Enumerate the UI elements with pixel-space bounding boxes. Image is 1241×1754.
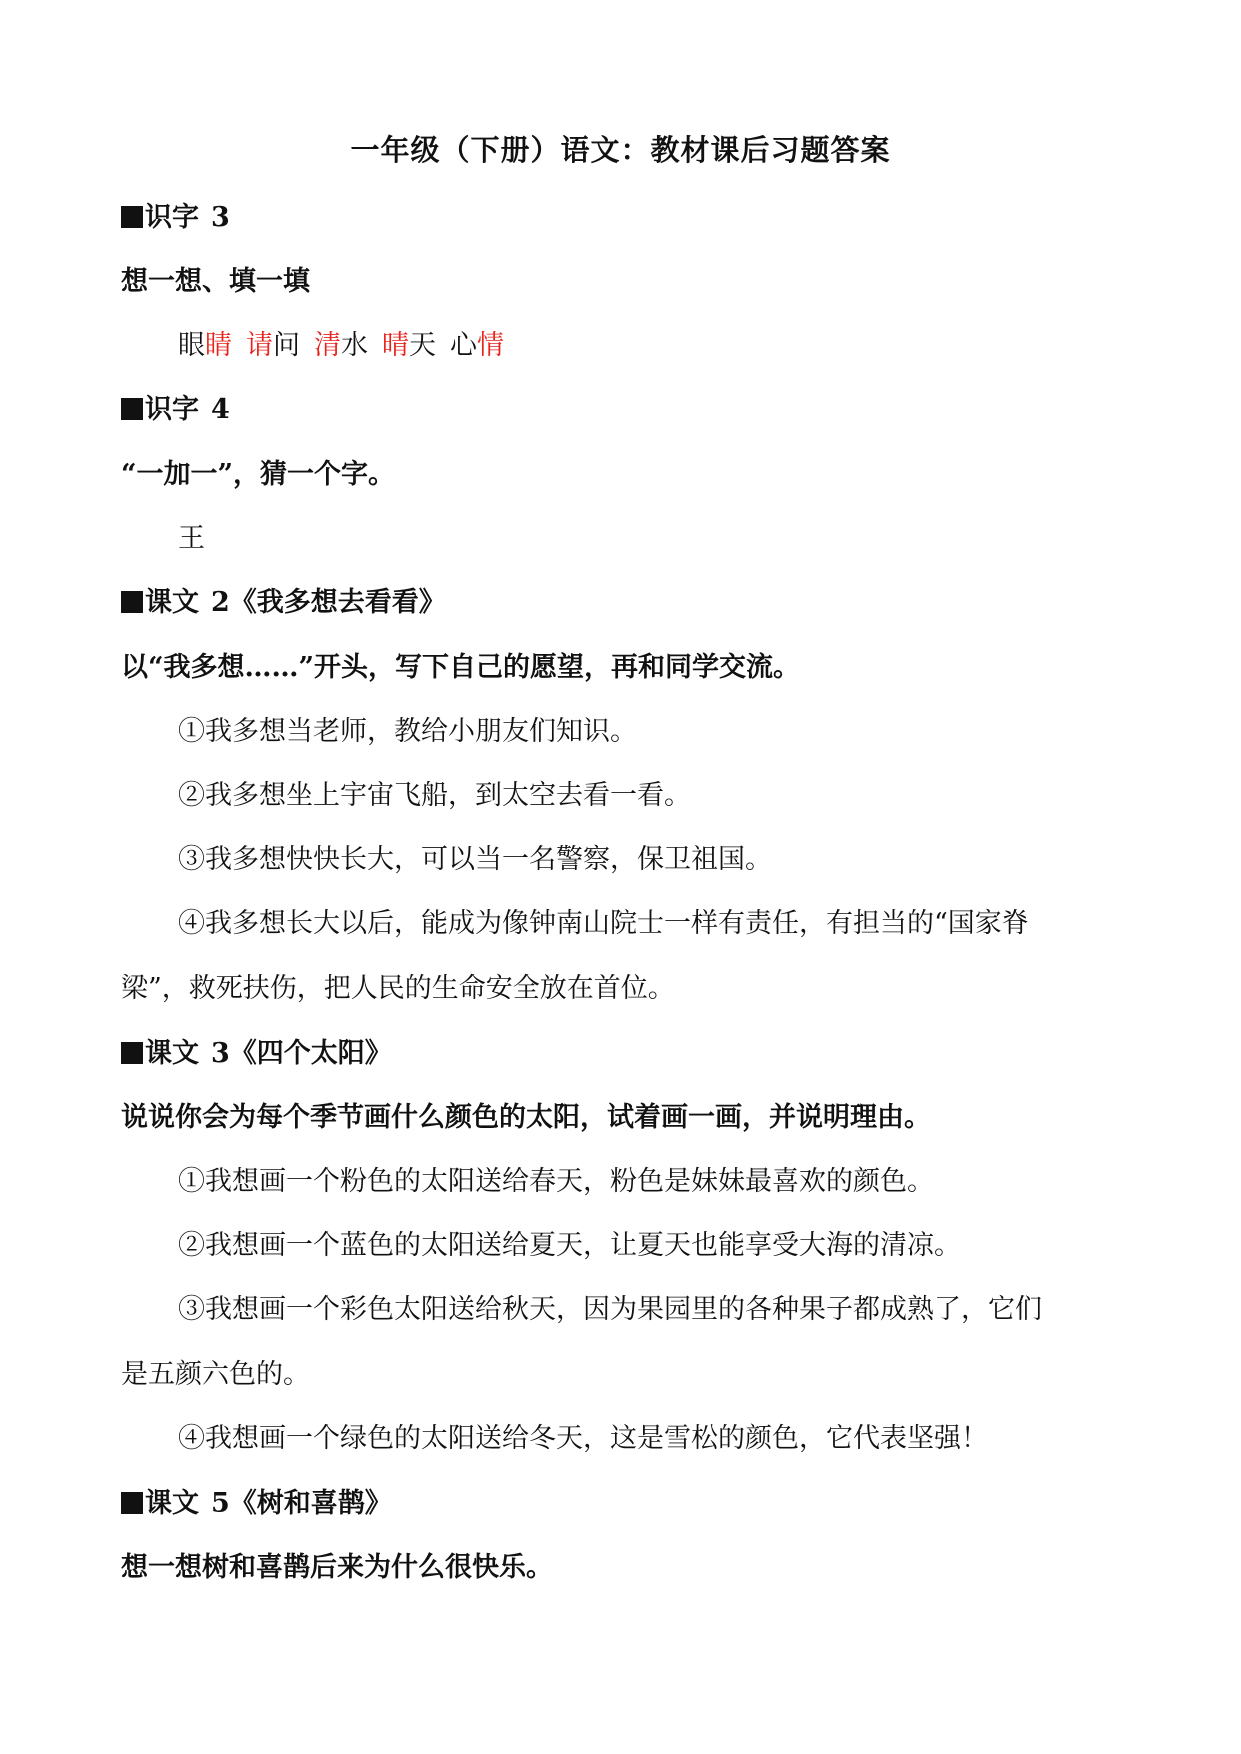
- answer-text: 梁”，救死扶伤，把人民的生命安全放在首位。: [121, 973, 675, 1004]
- section-heading: 课文 3《四个太阳》: [121, 1034, 392, 1074]
- answer-text: ②我多想坐上宇宙飞船，到太空去看一看。: [178, 780, 691, 811]
- answer-text: 是五颜六色的。: [121, 1359, 310, 1390]
- answer-text: ①我多想当老师，教给小朋友们知识。: [178, 716, 637, 747]
- question-text: 想一想树和喜鹊后来为什么很快乐。: [121, 1552, 553, 1583]
- answer-text: ③我想画一个彩色太阳送给秋天，因为果园里的各种果子都成熟了，它们: [178, 1294, 1042, 1325]
- answer-text: ①我想画一个粉色的太阳送给春天，粉色是妹妹最喜欢的颜色。: [178, 1166, 934, 1197]
- answer-text: 王: [178, 523, 205, 554]
- page-title: 一年级（下册）语文：教材课后习题答案: [350, 133, 891, 167]
- section-heading: 课文 2《我多想去看看》: [121, 583, 446, 623]
- question-text: 说说你会为每个季节画什么颜色的太阳，试着画一画，并说明理由。: [121, 1102, 931, 1133]
- square-bullet-icon: [121, 591, 143, 613]
- section-heading: 识字 3: [121, 198, 230, 238]
- answer-text: ④我多想长大以后，能成为像钟南山院士一样有责任，有担当的“国家脊: [178, 908, 1029, 939]
- square-bullet-icon: [121, 1042, 143, 1064]
- word: 眼睛: [178, 330, 232, 361]
- word: 清水: [314, 330, 368, 361]
- square-bullet-icon: [121, 398, 143, 420]
- section-heading: 课文 5《树和喜鹊》: [121, 1484, 392, 1524]
- word: 晴天: [382, 330, 436, 361]
- square-bullet-icon: [121, 206, 143, 228]
- word: 心情: [450, 330, 504, 361]
- answer-words: [178, 326, 504, 366]
- question-text: “一加一”，猜一个字。: [121, 459, 396, 490]
- answer-text: ③我多想快快长大，可以当一名警察，保卫祖国。: [178, 844, 772, 875]
- question-text: 想一想、填一填: [121, 266, 310, 297]
- word: 请问: [246, 330, 300, 361]
- answer-text: ④我想画一个绿色的太阳送给冬天，这是雪松的颜色，它代表坚强！: [178, 1423, 988, 1454]
- answer-text: ②我想画一个蓝色的太阳送给夏天，让夏天也能享受大海的清凉。: [178, 1230, 961, 1261]
- square-bullet-icon: [121, 1492, 143, 1514]
- section-heading: 识字 4: [121, 390, 230, 430]
- question-text: 以“我多想……”开头，写下自己的愿望，再和同学交流。: [121, 652, 801, 683]
